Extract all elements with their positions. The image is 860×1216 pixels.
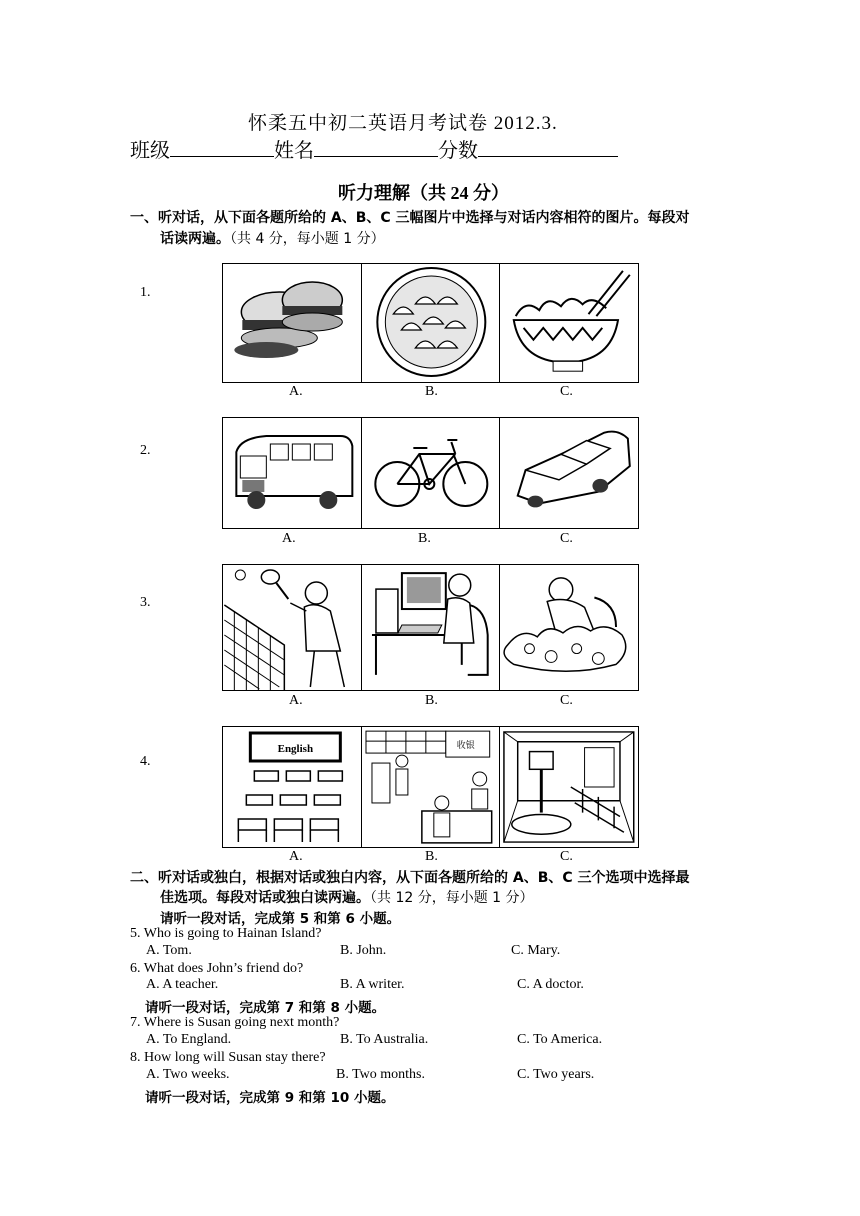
part1-heading-line2 [160,228,385,248]
part1-heading-text: 话读两遍。 [160,231,230,247]
bus-icon [223,418,361,528]
question-number: 3. [140,595,151,610]
picture-a [223,727,362,847]
part2-heading-note: （共 12 分，每小题 1 分） [370,890,534,906]
option-a-label: A. [289,693,303,708]
option-b-label: B. [425,384,438,399]
car-icon [500,418,638,528]
student-info-line [130,134,618,163]
checkout-sign: 收银 [456,741,475,752]
store-checkout-icon [362,727,500,847]
option-b: B. A writer. [340,977,405,992]
option-a-label: A. [282,531,296,546]
option-a-label: A. [289,384,303,399]
washing-clothes-icon [500,565,638,690]
board-label: English [277,743,314,755]
option-a: A. Two weeks. [146,1067,230,1082]
option-c-label: C. [560,693,573,708]
picture-b [362,418,501,528]
picture-b [362,264,501,382]
question-text: 6. What does John’s friend do? [130,961,304,976]
option-b-label: B. [425,849,438,864]
option-c-label: C. [560,531,573,546]
part1-heading-note: （共 4 分，每小题 1 分） [230,231,385,247]
option-c-label: C. [560,849,573,864]
name-label: 姓名 [274,140,314,162]
option-a: A. To England. [146,1032,232,1047]
hamburger-icon [223,264,361,382]
picture-b [362,727,501,847]
option-b-label: B. [425,693,438,708]
dumplings-icon [362,264,500,382]
class-blank [170,138,274,157]
question-text: 8. How long will Susan stay there? [130,1050,326,1065]
option-c: C. To America. [517,1032,603,1047]
question-text: 5. Who is going to Hainan Island? [130,926,322,941]
option-c: C. Mary. [511,943,561,958]
picture-c [500,565,638,690]
exam-title: 怀柔五中初二英语月考试卷 2012.3. [248,113,558,134]
picture-a [223,418,362,528]
picture-row-4 [222,726,639,848]
classroom-icon [223,727,361,847]
noodles-icon [500,264,638,382]
option-a: A. A teacher. [146,977,219,992]
part1-heading-line1: 一、听对话，从下面各题所给的 A、B、C 三幅图片中选择与对话内容相符的图片。每段对 [130,210,690,226]
question-number: 4. [140,754,151,769]
listening-section-title: 听力理解（共 24 分） [338,183,509,203]
picture-c [500,727,638,847]
option-a-label: A. [289,849,303,864]
option-b: B. Two months. [336,1067,425,1082]
gym-icon [500,727,638,847]
score-blank [478,138,618,157]
class-label: 班级 [130,140,170,162]
picture-c [500,264,638,382]
group-instruction: 请听一段对话，完成第 5 和第 6 小题。 [160,911,401,927]
name-blank [314,138,438,157]
option-b: B. John. [340,943,387,958]
option-c: C. Two years. [517,1067,595,1082]
picture-a [223,565,362,690]
option-a: A. Tom. [146,943,192,958]
tennis-player-icon [223,565,361,690]
part2-heading-line1: 二、听对话或独白，根据对话或独白内容，从下面各题所给的 A、B、C 三个选项中选择最 [130,870,690,886]
question-number: 1. [140,285,151,300]
part2-heading-line2 [160,887,534,907]
bicycle-icon [362,418,500,528]
picture-c [500,418,638,528]
option-b-label: B. [418,531,431,546]
picture-row-1 [222,263,639,383]
part2-heading-text: 佳选项。每段对话或独白读两遍。 [160,890,370,906]
group-instruction: 请听一段对话，完成第 9 和第 10 小题。 [145,1090,395,1106]
option-b: B. To Australia. [340,1032,429,1047]
picture-b [362,565,501,690]
score-label: 分数 [438,140,478,162]
computer-user-icon [362,565,500,690]
option-c: C. A doctor. [517,977,584,992]
picture-a [223,264,362,382]
option-c-label: C. [560,384,573,399]
question-text: 7. Where is Susan going next month? [130,1015,340,1030]
picture-row-2 [222,417,639,529]
group-instruction: 请听一段对话，完成第 7 和第 8 小题。 [145,1000,386,1016]
question-number: 2. [140,443,151,458]
picture-row-3 [222,564,639,691]
